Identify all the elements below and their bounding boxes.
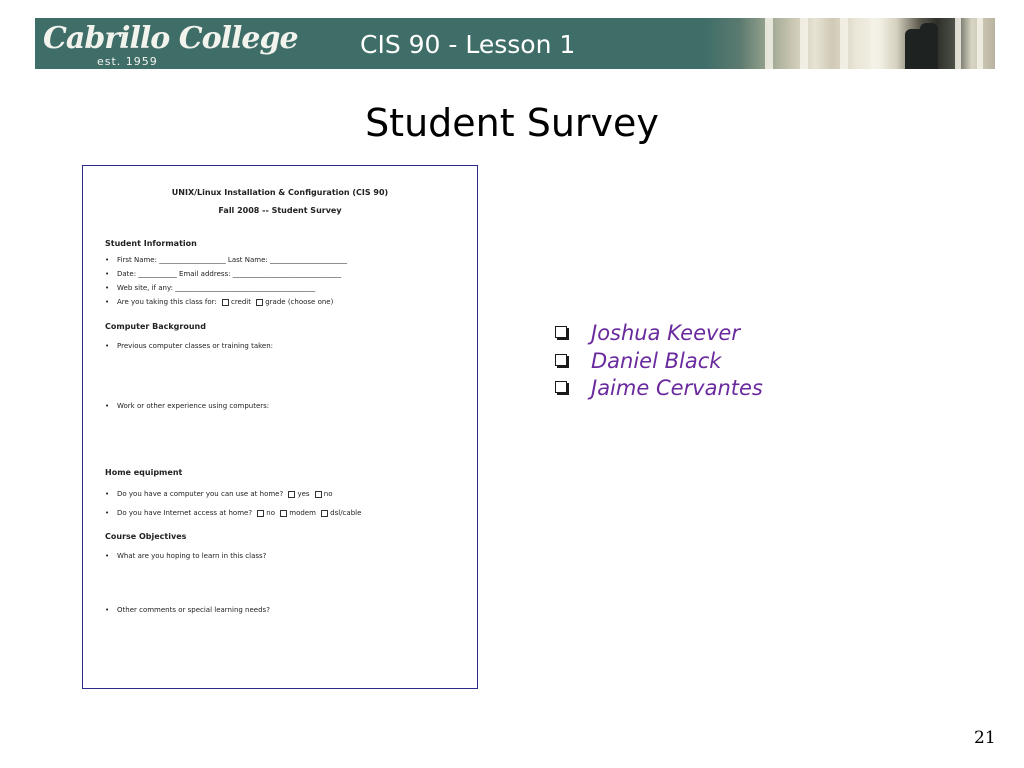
- section-heading: Computer Background: [105, 322, 206, 331]
- option-label: yes: [297, 490, 310, 498]
- checkbox-bullet-icon: [555, 354, 567, 366]
- logo-est: est. 1959: [97, 55, 158, 68]
- option-note: (choose one): [287, 298, 334, 306]
- logo-text: Cabrillo College: [43, 21, 298, 56]
- survey-item: • First Name: ___________________ Last Name: ______________________: [117, 256, 347, 264]
- option-label: no: [323, 490, 333, 498]
- page-number: 21: [974, 728, 996, 748]
- checkbox-icon: [257, 510, 264, 517]
- survey-item: • Date: ___________ Email address: _______________________________: [117, 270, 341, 278]
- section-heading: Course Objectives: [105, 532, 187, 541]
- college-logo: [43, 21, 298, 68]
- checkbox-icon: [288, 491, 295, 498]
- header-banner: [35, 18, 995, 69]
- survey-item: • What are you hoping to learn in this class?: [117, 552, 266, 560]
- survey-item: [117, 509, 361, 517]
- checkbox-bullet-icon: [555, 326, 567, 338]
- student-name: Daniel Black: [591, 348, 722, 373]
- course-title: CIS 90 - Lesson 1: [360, 30, 576, 59]
- campus-photo: [705, 18, 995, 69]
- checkbox-icon: [222, 299, 229, 306]
- survey-item-label: Do you have Internet access at home?: [117, 509, 253, 517]
- student-name: Joshua Keever: [591, 321, 740, 345]
- survey-title: UNIX/Linux Installation & Configuration (CIS 90): [171, 188, 389, 197]
- option-label: credit: [230, 298, 251, 306]
- survey-item-label: Are you taking this class for:: [117, 298, 217, 306]
- survey-item: • Web site, if any: ________________________________________: [117, 284, 315, 292]
- survey-item: • Previous computer classes or training taken:: [117, 342, 273, 350]
- section-heading: Student Information: [105, 239, 197, 248]
- survey-item: • Work or other experience using computers:: [117, 402, 269, 410]
- survey-document: [82, 165, 478, 689]
- checkbox-icon: [256, 299, 263, 306]
- survey-item: [117, 298, 333, 306]
- checkbox-icon: [321, 510, 328, 517]
- student-name: Jaime Cervantes: [591, 376, 763, 400]
- survey-subtitle: Fall 2008 -- Student Survey: [218, 206, 342, 215]
- survey-item-label: Do you have a computer you can use at home?: [117, 490, 284, 498]
- option-label: grade: [265, 298, 286, 306]
- checkbox-icon: [280, 510, 287, 517]
- option-label: no: [266, 509, 276, 517]
- option-label: modem: [289, 509, 316, 517]
- section-heading: Home equipment: [105, 468, 183, 477]
- checkbox-icon: [315, 491, 322, 498]
- survey-item: [117, 490, 333, 498]
- option-label: dsl/cable: [330, 509, 362, 517]
- survey-item: • Other comments or special learning needs?: [117, 606, 270, 614]
- slide-title: Student Survey: [365, 101, 659, 145]
- checkbox-bullet-icon: [555, 381, 567, 393]
